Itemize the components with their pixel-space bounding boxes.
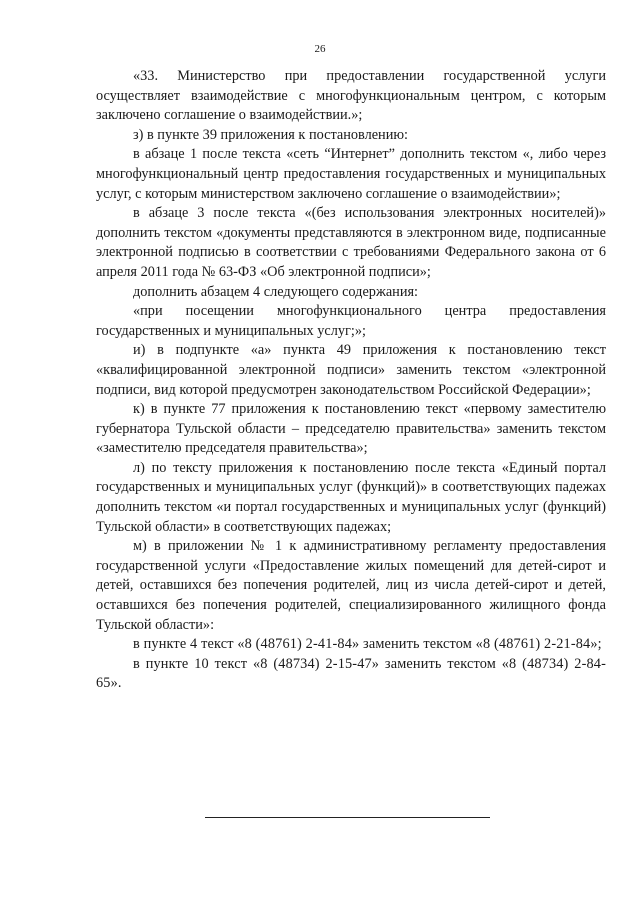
paragraph-item-m: м) в приложении № 1 к административному регламенту предоставления государственной услуги «Предоставление жилых помещений для детей-сирот и детей, оставшихся без попечения родителей, лиц из числа детей-сирот и детей, оставшихся без попечения родителей, специализированного жилищного фонда Тульской области»: xyxy=(96,538,606,633)
paragraph-abzac-3: в абзаце 3 после текста «(без использования электронных носителей)» дополнить текстом «документы представляются в электронном виде, подписанные электронной подписью в соответствии с требованиями Федерального закона от 6 апреля 2011 года № 63-ФЗ «Об электронной подписи»; xyxy=(96,205,606,280)
document-body xyxy=(96,67,606,694)
paragraph-abzac-4-text: «при посещении многофункционального центра предоставления государственных и муниципальных услуг;»; xyxy=(96,303,606,339)
paragraph-item-i: и) в подпункте «а» пункта 49 приложения к постановлению текст «квалифицированной электронной подписи» заменить текстом «электронной подписи, вид которой предусмотрен законодательством Российской Федерации»; xyxy=(96,342,606,398)
paragraph-add-abzac-4: дополнить абзацем 4 следующего содержания: xyxy=(133,283,419,300)
paragraph-item-k: к) в пункте 77 приложения к постановлению текст «первому заместителю губернатора Тульской области – председателю правительства» заменить текстом «заместителю председателя правительства»; xyxy=(96,401,606,457)
paragraph-clause-33: «33. Министерство при предоставлении государственной услуги осуществляет взаимодействие с многофункциональным центром, с которым заключено соглашение о взаимодействии.»; xyxy=(96,68,606,124)
page-number: 26 xyxy=(314,43,326,55)
closing-horizontal-rule xyxy=(205,817,490,818)
paragraph-item-z: з) в пункте 39 приложения к постановлению: xyxy=(133,126,409,143)
paragraph-abzac-1: в абзаце 1 после текста «сеть “Интернет” дополнить текстом «, либо через многофункциональный центр предоставления государственных и муниципальных услуг, с которым министерством заключено соглашение о взаимодействии»; xyxy=(96,146,606,202)
paragraph-item-l: л) по тексту приложения к постановлению после текста «Единый портал государственных и муниципальных услуг (функций)» в соответствующих падежах дополнить текстом «и портал государственных и муниципальных услуг (функций) Тульской области» в соответствующих падежах; xyxy=(96,459,606,535)
paragraph-point-4: в пункте 4 текст «8 (48761) 2-41-84» заменить текстом «8 (48761) 2-21-84»; xyxy=(133,636,602,653)
paragraph-point-10: в пункте 10 текст «8 (48734) 2-15-47» заменить текстом «8 (48734) 2-84-65». xyxy=(96,655,606,692)
